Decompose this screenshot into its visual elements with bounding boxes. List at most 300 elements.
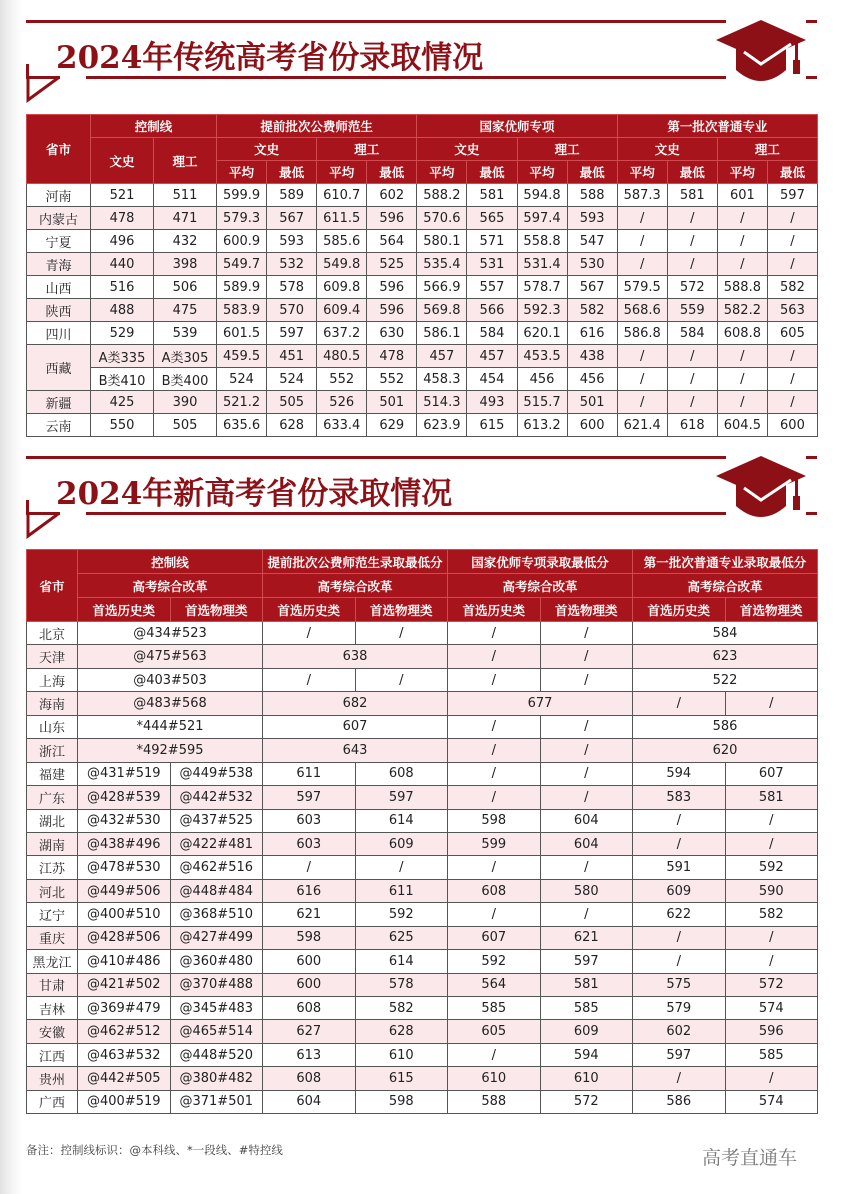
value-cell: 584 xyxy=(467,322,517,345)
province-cell: 湖南 xyxy=(27,832,78,855)
header-ligong: 理工 xyxy=(717,138,817,161)
value-cell: @465#514 xyxy=(170,1020,263,1043)
value-cell: 579.3 xyxy=(217,207,267,230)
table-row xyxy=(27,950,818,973)
value-cell: 505 xyxy=(154,414,217,437)
value-cell: 457 xyxy=(467,345,517,368)
table-row xyxy=(27,739,818,762)
value-cell: / xyxy=(617,230,667,253)
province-cell: 广西 xyxy=(27,1090,78,1113)
table-row xyxy=(27,762,818,785)
value-cell: 597 xyxy=(540,950,633,973)
value-cell: 588.2 xyxy=(417,184,467,207)
value-cell: / xyxy=(717,368,767,391)
value-cell: 610.7 xyxy=(317,184,367,207)
value-cell: 531 xyxy=(467,253,517,276)
header-min: 最低 xyxy=(767,161,817,184)
value-cell: @422#481 xyxy=(170,832,263,855)
value-cell: / xyxy=(540,739,633,762)
value-cell: 582 xyxy=(355,997,448,1020)
value-cell: 471 xyxy=(154,207,217,230)
value-cell: 614 xyxy=(355,809,448,832)
value-cell: 609 xyxy=(633,879,726,902)
value-cell: 549.8 xyxy=(317,253,367,276)
value-cell: 584 xyxy=(633,622,818,645)
traditional-gaokao-table xyxy=(26,114,818,437)
value-cell: 566.9 xyxy=(417,276,467,299)
header-first-batch: 第一批次普通专业 xyxy=(617,115,817,138)
value-cell: 607 xyxy=(725,762,818,785)
value-cell: @438#496 xyxy=(78,832,171,855)
province-cell: 新疆 xyxy=(27,391,91,414)
province-cell: 山西 xyxy=(27,276,91,299)
header-wenshi: 文史 xyxy=(91,138,154,184)
value-cell: 480.5 xyxy=(317,345,367,368)
table-row xyxy=(27,1020,818,1043)
province-cell: 天津 xyxy=(27,645,78,668)
value-cell: 618 xyxy=(667,414,717,437)
value-cell: 600.9 xyxy=(217,230,267,253)
table-row xyxy=(27,391,818,414)
value-cell: 599 xyxy=(448,832,541,855)
province-cell: 甘肃 xyxy=(27,973,78,996)
header-physics: 首选物理类 xyxy=(725,598,818,622)
value-cell: 621 xyxy=(263,903,356,926)
value-cell: @442#505 xyxy=(78,1067,171,1090)
value-cell: 602 xyxy=(633,1020,726,1043)
value-cell: 616 xyxy=(567,322,617,345)
header-control-line: 控制线 xyxy=(91,115,217,138)
header-avg: 平均 xyxy=(517,161,567,184)
value-cell: 628 xyxy=(267,414,317,437)
value-cell: 525 xyxy=(367,253,417,276)
value-cell: 609.4 xyxy=(317,299,367,322)
value-cell: / xyxy=(263,622,356,645)
value-cell: 584 xyxy=(667,322,717,345)
province-cell: 宁夏 xyxy=(27,230,91,253)
value-cell: / xyxy=(667,368,717,391)
value-cell: 440 xyxy=(91,253,154,276)
value-cell: / xyxy=(767,230,817,253)
value-cell: 643 xyxy=(263,739,448,762)
value-cell: 456 xyxy=(517,368,567,391)
value-cell: 613 xyxy=(263,1043,356,1066)
value-cell: 682 xyxy=(263,692,448,715)
value-cell: / xyxy=(448,1043,541,1066)
value-cell: / xyxy=(448,622,541,645)
province-cell: 广东 xyxy=(27,786,78,809)
value-cell: @449#506 xyxy=(78,879,171,902)
value-cell: 580.1 xyxy=(417,230,467,253)
table-row xyxy=(27,345,818,368)
value-cell: / xyxy=(355,622,448,645)
province-cell: 重庆 xyxy=(27,926,78,949)
value-cell: 522 xyxy=(633,668,818,691)
table-row xyxy=(27,903,818,926)
value-cell: 605 xyxy=(448,1020,541,1043)
value-cell: 550 xyxy=(91,414,154,437)
province-cell: 黑龙江 xyxy=(27,950,78,973)
value-cell: 581 xyxy=(725,786,818,809)
value-cell: 592.3 xyxy=(517,299,567,322)
header-min: 最低 xyxy=(567,161,617,184)
header-province: 省市 xyxy=(27,550,78,622)
value-cell: 531.4 xyxy=(517,253,567,276)
value-cell: 532 xyxy=(267,253,317,276)
value-cell: 588 xyxy=(448,1090,541,1113)
value-cell: / xyxy=(717,253,767,276)
value-cell: 579 xyxy=(633,997,726,1020)
value-cell: / xyxy=(617,207,667,230)
value-cell: 615 xyxy=(355,1067,448,1090)
value-cell: 581 xyxy=(540,973,633,996)
section1-title: 2024年传统高考省份录取情况 xyxy=(56,40,484,76)
value-cell: / xyxy=(767,207,817,230)
value-cell: *492#595 xyxy=(78,739,263,762)
province-cell: 西藏 xyxy=(27,345,91,391)
value-cell: 454 xyxy=(467,368,517,391)
value-cell: 607 xyxy=(448,926,541,949)
value-cell: 603 xyxy=(263,809,356,832)
header-ligong: 理工 xyxy=(154,138,217,184)
value-cell: 585 xyxy=(725,1043,818,1066)
header-reform: 高考综合改革 xyxy=(78,574,263,598)
value-cell: 677 xyxy=(448,692,633,715)
value-cell: 432 xyxy=(154,230,217,253)
header-ligong: 理工 xyxy=(517,138,617,161)
value-cell: 586 xyxy=(633,1090,726,1113)
value-cell: 529 xyxy=(91,322,154,345)
value-cell: 390 xyxy=(154,391,217,414)
value-cell: 567 xyxy=(267,207,317,230)
value-cell: 587.3 xyxy=(617,184,667,207)
graduation-cap-icon xyxy=(716,456,806,520)
value-cell: / xyxy=(448,739,541,762)
value-cell: / xyxy=(617,368,667,391)
value-cell: 583 xyxy=(633,786,726,809)
value-cell: 586.8 xyxy=(617,322,667,345)
value-cell: 557 xyxy=(467,276,517,299)
table-row xyxy=(27,668,818,691)
value-cell: 637.2 xyxy=(317,322,367,345)
value-cell: 598 xyxy=(448,809,541,832)
table-row xyxy=(27,368,818,391)
value-cell: @369#479 xyxy=(78,997,171,1020)
header-min: 最低 xyxy=(667,161,717,184)
value-cell: 596 xyxy=(367,299,417,322)
value-cell: / xyxy=(540,762,633,785)
value-cell: @483#568 xyxy=(78,692,263,715)
value-cell: 569.8 xyxy=(417,299,467,322)
value-cell: 582.2 xyxy=(717,299,767,322)
table-row xyxy=(27,276,818,299)
value-cell: 594 xyxy=(633,762,726,785)
value-cell: 609 xyxy=(540,1020,633,1043)
value-cell: 622 xyxy=(633,903,726,926)
value-cell: / xyxy=(263,856,356,879)
value-cell: @403#503 xyxy=(78,668,263,691)
value-cell: / xyxy=(448,645,541,668)
header-history: 首选历史类 xyxy=(78,598,171,622)
province-cell: 青海 xyxy=(27,253,91,276)
value-cell: 630 xyxy=(367,322,417,345)
value-cell: @442#532 xyxy=(170,786,263,809)
table-row xyxy=(27,645,818,668)
value-cell: / xyxy=(540,668,633,691)
value-cell: / xyxy=(725,692,818,715)
value-cell: 609.8 xyxy=(317,276,367,299)
value-cell: 604.5 xyxy=(717,414,767,437)
header-physics: 首选物理类 xyxy=(355,598,448,622)
value-cell: 459.5 xyxy=(217,345,267,368)
value-cell: @400#519 xyxy=(78,1090,171,1113)
value-cell: 603 xyxy=(263,832,356,855)
value-cell: 493 xyxy=(467,391,517,414)
table-row xyxy=(27,926,818,949)
value-cell: @428#506 xyxy=(78,926,171,949)
value-cell: 608 xyxy=(448,879,541,902)
value-cell: 478 xyxy=(91,207,154,230)
value-cell: 588 xyxy=(567,184,617,207)
value-cell: 456 xyxy=(567,368,617,391)
province-cell: 安徽 xyxy=(27,1020,78,1043)
value-cell: / xyxy=(667,230,717,253)
value-cell: @410#486 xyxy=(78,950,171,973)
value-cell: 605 xyxy=(767,322,817,345)
header-history: 首选历史类 xyxy=(633,598,726,622)
value-cell: 613.2 xyxy=(517,414,567,437)
table-row xyxy=(27,1067,818,1090)
value-cell: 567 xyxy=(567,276,617,299)
value-cell: 590 xyxy=(725,879,818,902)
value-cell: / xyxy=(540,856,633,879)
value-cell: 635.6 xyxy=(217,414,267,437)
province-cell: 陕西 xyxy=(27,299,91,322)
footer-note: 备注：控制线标识：@本科线、*一段线、#特控线 xyxy=(26,1143,283,1157)
value-cell: 547 xyxy=(567,230,617,253)
value-cell: / xyxy=(617,253,667,276)
header-wenshi: 文史 xyxy=(417,138,517,161)
header-wenshi: 文史 xyxy=(217,138,317,161)
table-row xyxy=(27,253,818,276)
value-cell: 588.8 xyxy=(717,276,767,299)
value-cell: 593 xyxy=(567,207,617,230)
value-cell: 629 xyxy=(367,414,417,437)
value-cell: / xyxy=(717,391,767,414)
province-cell: 云南 xyxy=(27,414,91,437)
value-cell: @400#510 xyxy=(78,903,171,926)
value-cell: @463#532 xyxy=(78,1043,171,1066)
value-cell: 628 xyxy=(355,1020,448,1043)
province-cell: 北京 xyxy=(27,622,78,645)
header-control-line: 控制线 xyxy=(78,550,263,574)
value-cell: 570 xyxy=(267,299,317,322)
value-cell: 615 xyxy=(467,414,517,437)
value-cell: 610 xyxy=(448,1067,541,1090)
value-cell: 565 xyxy=(467,207,517,230)
value-cell: 597 xyxy=(263,786,356,809)
value-cell: / xyxy=(448,715,541,738)
value-cell: @449#538 xyxy=(170,762,263,785)
province-cell: 山东 xyxy=(27,715,78,738)
value-cell: 602 xyxy=(367,184,417,207)
value-cell: 511 xyxy=(154,184,217,207)
value-cell: / xyxy=(667,253,717,276)
value-cell: / xyxy=(355,668,448,691)
value-cell: 535.4 xyxy=(417,253,467,276)
province-cell: 内蒙古 xyxy=(27,207,91,230)
value-cell: 600 xyxy=(263,950,356,973)
page-edge-shadow xyxy=(0,0,22,1194)
table-row xyxy=(27,207,818,230)
value-cell: / xyxy=(725,950,818,973)
value-cell: 608 xyxy=(263,997,356,1020)
value-cell: / xyxy=(540,715,633,738)
value-cell: 572 xyxy=(667,276,717,299)
header-national: 国家优师专项录取最低分 xyxy=(448,550,633,574)
value-cell: 579.5 xyxy=(617,276,667,299)
table-row xyxy=(27,879,818,902)
value-cell: 597 xyxy=(633,1043,726,1066)
value-cell: / xyxy=(448,856,541,879)
value-cell: 609 xyxy=(355,832,448,855)
value-cell: 583.9 xyxy=(217,299,267,322)
value-cell: / xyxy=(448,786,541,809)
value-cell: @371#501 xyxy=(170,1090,263,1113)
table-row xyxy=(27,786,818,809)
value-cell: 564 xyxy=(367,230,417,253)
province-cell: 贵州 xyxy=(27,1067,78,1090)
value-cell: 559 xyxy=(667,299,717,322)
value-cell: 530 xyxy=(567,253,617,276)
value-cell: 607 xyxy=(263,715,448,738)
value-cell: @428#539 xyxy=(78,786,171,809)
header-reform: 高考综合改革 xyxy=(633,574,818,598)
table-row xyxy=(27,715,818,738)
value-cell: 570.6 xyxy=(417,207,467,230)
value-cell: 594 xyxy=(540,1043,633,1066)
table-row xyxy=(27,809,818,832)
header-avg: 平均 xyxy=(417,161,467,184)
value-cell: 597 xyxy=(355,786,448,809)
value-cell: 599.9 xyxy=(217,184,267,207)
value-cell: @434#523 xyxy=(78,622,263,645)
value-cell: 596 xyxy=(725,1020,818,1043)
value-cell: / xyxy=(540,903,633,926)
value-cell: 578 xyxy=(267,276,317,299)
value-cell: 611 xyxy=(355,879,448,902)
value-cell: 627 xyxy=(263,1020,356,1043)
value-cell: 589 xyxy=(267,184,317,207)
value-cell: 451 xyxy=(267,345,317,368)
value-cell: @462#512 xyxy=(78,1020,171,1043)
value-cell: 521 xyxy=(91,184,154,207)
value-cell: 620.1 xyxy=(517,322,567,345)
value-cell: 592 xyxy=(725,856,818,879)
header-reform: 高考综合改革 xyxy=(263,574,448,598)
value-cell: 575 xyxy=(633,973,726,996)
value-cell: / xyxy=(617,391,667,414)
value-cell: 488 xyxy=(91,299,154,322)
value-cell: 621.4 xyxy=(617,414,667,437)
new-gaokao-table xyxy=(26,549,818,1114)
province-cell: 湖北 xyxy=(27,809,78,832)
table-row xyxy=(27,1043,818,1066)
value-cell: / xyxy=(633,692,726,715)
header-history: 首选历史类 xyxy=(448,598,541,622)
province-cell: 江苏 xyxy=(27,856,78,879)
value-cell: 585 xyxy=(448,997,541,1020)
value-cell: 598 xyxy=(263,926,356,949)
value-cell: 564 xyxy=(448,973,541,996)
value-cell: / xyxy=(725,926,818,949)
value-cell: 586.1 xyxy=(417,322,467,345)
section2-banner xyxy=(26,456,816,546)
value-cell: 478 xyxy=(367,345,417,368)
value-cell: A类305 xyxy=(154,345,217,368)
province-cell: 河南 xyxy=(27,184,91,207)
value-cell: 611.5 xyxy=(317,207,367,230)
value-cell: @448#520 xyxy=(170,1043,263,1066)
header-min: 最低 xyxy=(367,161,417,184)
value-cell: A类335 xyxy=(91,345,154,368)
value-cell: @475#563 xyxy=(78,645,263,668)
value-cell: @431#519 xyxy=(78,762,171,785)
value-cell: 614 xyxy=(355,950,448,973)
value-cell: @437#525 xyxy=(170,809,263,832)
value-cell: @380#482 xyxy=(170,1067,263,1090)
header-national: 国家优师专项 xyxy=(417,115,617,138)
value-cell: 501 xyxy=(567,391,617,414)
value-cell: @370#488 xyxy=(170,973,263,996)
value-cell: 608.8 xyxy=(717,322,767,345)
header-history: 首选历史类 xyxy=(263,598,356,622)
value-cell: / xyxy=(667,391,717,414)
value-cell: 552 xyxy=(317,368,367,391)
value-cell: 572 xyxy=(540,1090,633,1113)
value-cell: 578 xyxy=(355,973,448,996)
header-physics: 首选物理类 xyxy=(540,598,633,622)
value-cell: 457 xyxy=(417,345,467,368)
section1-banner xyxy=(26,20,816,110)
value-cell: 633.4 xyxy=(317,414,367,437)
value-cell: 600 xyxy=(567,414,617,437)
value-cell: 621 xyxy=(540,926,633,949)
value-cell: @421#502 xyxy=(78,973,171,996)
value-cell: 458.3 xyxy=(417,368,467,391)
table-row xyxy=(27,414,818,437)
value-cell: @462#516 xyxy=(170,856,263,879)
value-cell: / xyxy=(633,1067,726,1090)
value-cell: 526 xyxy=(317,391,367,414)
section2-title: 2024年新高考省份录取情况 xyxy=(56,476,453,512)
province-cell: 海南 xyxy=(27,692,78,715)
value-cell: / xyxy=(717,207,767,230)
value-cell: / xyxy=(667,207,717,230)
value-cell: 549.7 xyxy=(217,253,267,276)
value-cell: 616 xyxy=(263,879,356,902)
value-cell: 425 xyxy=(91,391,154,414)
value-cell: 598 xyxy=(355,1090,448,1113)
value-cell: 604 xyxy=(540,809,633,832)
value-cell: / xyxy=(355,856,448,879)
value-cell: / xyxy=(767,253,817,276)
value-cell: / xyxy=(540,622,633,645)
header-avg: 平均 xyxy=(717,161,767,184)
value-cell: / xyxy=(448,762,541,785)
value-cell: / xyxy=(725,809,818,832)
value-cell: / xyxy=(767,391,817,414)
